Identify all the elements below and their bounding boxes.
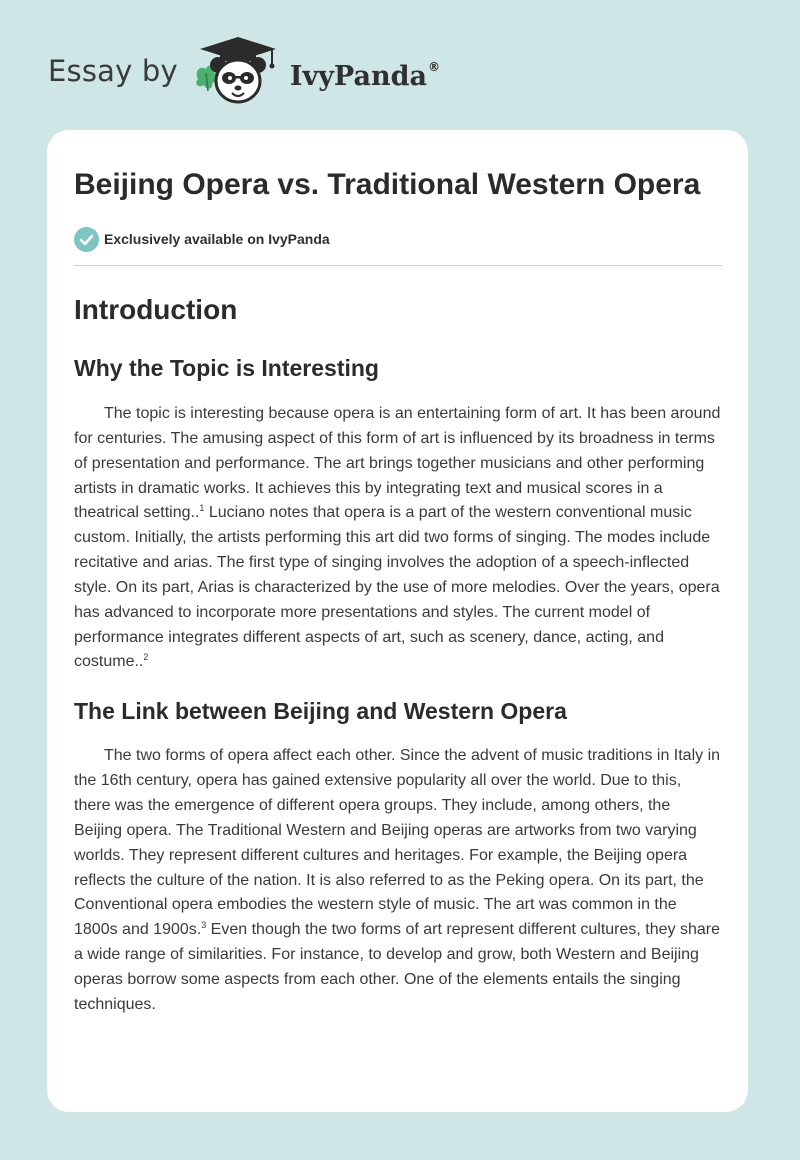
- site-header: [48, 34, 440, 114]
- paragraph-text: The topic is interesting because opera is an entertaining form of art. It has been around for centuries. The amusing aspect of this form of art is influenced by its broadness in terms of presentation and performance. The art brings together musicians and other performing artists in dramatic works. It achieves this by integrating text and musical scores in a theatrical setting..: [74, 405, 721, 522]
- title-divider: [74, 265, 722, 266]
- essay-by-label: Essay by: [48, 54, 178, 88]
- footnote-ref[interactable]: 3: [201, 920, 207, 931]
- panda-graduate-icon[interactable]: [192, 33, 284, 109]
- body-paragraph: [74, 402, 722, 675]
- exclusive-badge-label: Exclusively available on IvyPanda: [104, 231, 330, 247]
- subsection-heading: The Link between Beijing and Western Opera: [74, 698, 567, 725]
- brand-name[interactable]: [290, 60, 440, 92]
- footnote-ref[interactable]: 1: [199, 503, 205, 514]
- essay-title: Beijing Opera vs. Traditional Western Opera: [74, 168, 701, 201]
- paragraph-text: The two forms of opera affect each other. Since the advent of music traditions in Italy in the 16th century, opera has gained extensive popularity all over the world. Due to this, there was the emergence of different opera groups. They include, among others, the Beijing opera. The Traditional Western and Beijing operas are artworks from two varying worlds. They represent different cultures and heritages. For example, the Beijing opera reflects the culture of the nation. It is also referred to as the Peking opera. On its part, the Conventional opera embodies the western style of music. The art was common in the 1800s and 1900s.: [74, 747, 721, 939]
- paragraph-text: Luciano notes that opera is a part of the western conventional music custom. Initially, the artists performing this art did two forms of singing. The modes include recitative and arias. The first type of singing involves the adoption of a speech-inflected style. On its part, Arias is characterized by the use of more melodies. Over the years, opera has advanced to incorporate more presentations and styles. The current model of performance integrates different aspects of art, such as scenery, dance, acting, and costume..: [74, 504, 720, 671]
- subsection-heading: Why the Topic is Interesting: [74, 355, 379, 381]
- brand-name-text[interactable]: IvyPanda: [289, 61, 427, 92]
- trademark-symbol: ®: [427, 60, 440, 74]
- footnote-ref[interactable]: 2: [143, 652, 149, 663]
- section-heading-introduction: Introduction: [74, 294, 238, 325]
- body-paragraph: [74, 744, 722, 1017]
- exclusive-badge: [74, 225, 722, 253]
- essay-card: [47, 130, 748, 1112]
- check-circle-icon: [74, 227, 99, 252]
- paragraph-text: Even though the two forms of art represent different cultures, they share a wide range of similarities. For instance, to develop and grow, both Western and Beijing operas borrow some aspects from each other. One of the elements entails the singing techniques.: [74, 921, 720, 1013]
